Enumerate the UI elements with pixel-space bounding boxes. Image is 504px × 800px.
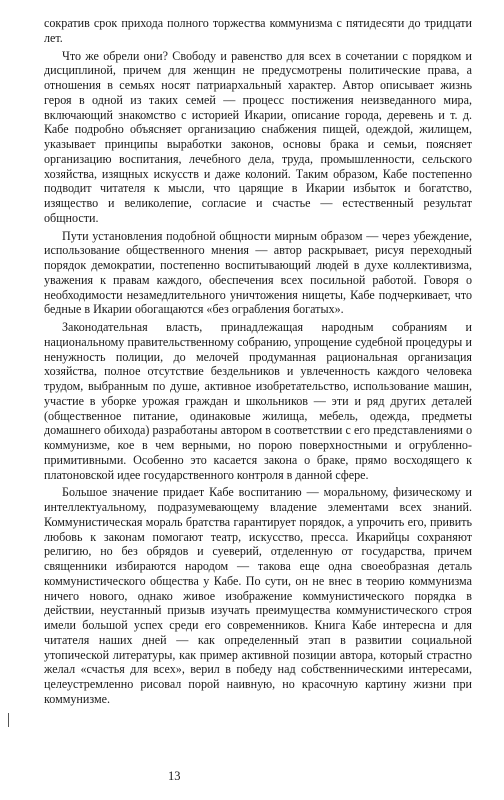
paragraph: Пути установления подобной общности мирным образом — через убеждение, использование общественного мнения — автор раскрывает, рисуя переходный порядок демократии, постепенно воспитывающий людей в духе коллективизма, уважения к правам каждого, обеспечения всех посильной работой. Говоря о необходимости незамедлительного уничтожения нищеты, Кабе подчеркивает, что бедные в Икарии обогащаются «без ограбления богатых». xyxy=(44,228,472,317)
margin-mark xyxy=(8,713,9,727)
body-text xyxy=(44,16,472,707)
paragraph: Большое значение придает Кабе воспитанию — моральному, физическому и интеллектуальному, подразумевающему владение элементами всех знаний. Коммунистическая мораль братства гарантирует порядок, а упрочить его, привить любовь к законам помогают театр, искусство, пресса. Икарийцы сохраняют религию, но без обрядов и суеверий, отделенную от государства, причем священники избираются народом — такова еще одна своеобразная деталь коммунистического общества у Кабе. По сути, он не внес в теорию коммунизма ничего нового, однако живое изображение коммунистического порядка в действии, неустанный призыв изучать преимущества коммунистического строя имели большой успех среди его современников. Книга Кабе интересна и для читателя наших дней — как определенный этап в развитии социальной утопической литературы, как пример активной позиции автора, который страстно желал «счастья для всех», верил в победу над собственническими интересами, целеустремленно рисовал порой наивную, но красочную картину жизни при коммунизме. xyxy=(44,485,472,706)
page-number: 13 xyxy=(168,769,181,783)
paragraph: Законодательная власть, принадлежащая народным собраниям и национальному правительственному собранию, упрощение судебной процедуры и ненужность полиции, до мелочей продуманная рациональная организация хозяйства, полное отсутствие бездельников и увлеченность каждого человека трудом, выбранным по душе, активное изобретательство, использование машин, участие в уборке урожая граждан и школьников — эти и ряд других деталей (общественное питание, одинаковые жилища, мебель, одежда, предметы домашнего обихода) разработаны автором в соответствии с его представлениями о коммунизме, кое в чем верными, но порою поверхностными и огрубленно-примитивными. Особенно это касается закона о браке, прямо восходящего к платоновской идее государственного контроля в данной сфере. xyxy=(44,320,472,482)
paragraph: Что же обрели они? Свободу и равенство для всех в сочетании с порядком и дисциплиной, причем для женщин не предусмотрены политические права, а отношения в семьях носят патриархальный характер. Автор описывает жизнь героя в одной из таких семей — процесс постижения неизведанного мира, включающий знакомство с историей Икарии, описание города, деревень и т. д. Кабе подробно объясняет организацию снабжения пищей, одеждой, жилищем, указывает принципы выработки законов, основы брака и семьи, поясняет организацию воспитания, лечебного дела, труда, промышленности, сельского хозяйства, изящных искусств и даже колоний. Таким образом, Кабе постепенно подводит читателя к мысли, что царящие в Икарии избыток и богатство, изящество и великолепие, согласие и счастье — естественный результат общности. xyxy=(44,48,472,225)
paragraph-continuation: сократив срок прихода полного торжества коммунизма с пятидесяти до тридцати лет. xyxy=(44,16,472,45)
